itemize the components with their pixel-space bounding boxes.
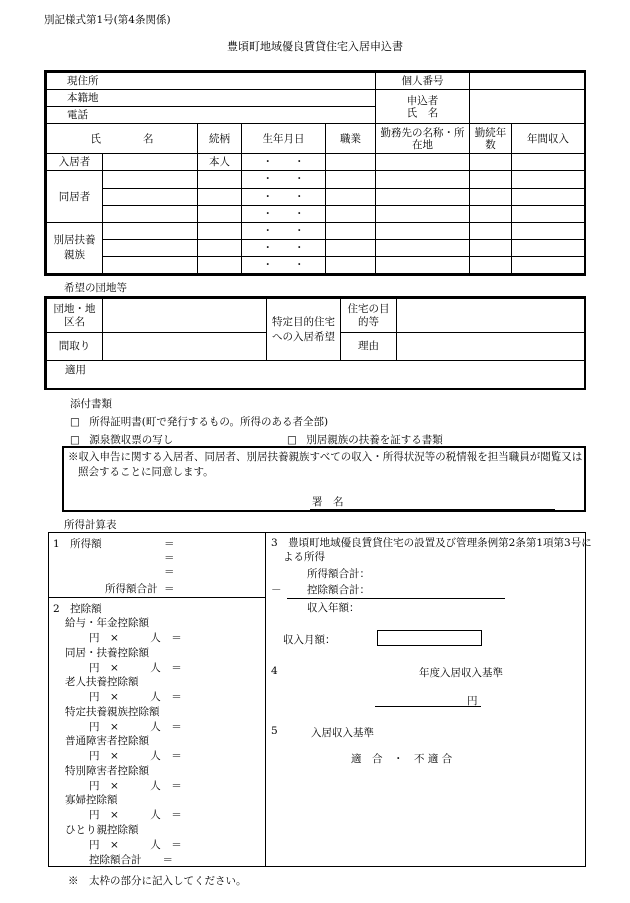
deduction-item: [65, 792, 182, 822]
deduction-formula[interactable]: 円 × 人 ＝: [89, 809, 182, 821]
s3-deduction-total: 控除額合計：: [307, 584, 370, 596]
deduction-label: 寡婦控除額: [65, 794, 118, 806]
calc-heading: 所得計算表: [64, 519, 117, 531]
deduction-formula[interactable]: 円 × 人 ＝: [89, 691, 182, 703]
applicant-name-label: 申込者 氏 名: [376, 90, 470, 124]
table-row: 同居者 ・ ・: [47, 171, 585, 188]
checkbox-icon[interactable]: □: [70, 434, 80, 446]
deduction-label: 給与・年金控除額: [65, 617, 149, 629]
complex-name-field[interactable]: [103, 299, 267, 333]
footer-note: ※ 太枠の部分に記入してください。: [68, 875, 247, 887]
s5-label: 入居収入基準: [311, 727, 374, 739]
separate-dependents-label: 別居扶養親族: [47, 222, 103, 273]
personal-number-field[interactable]: [470, 73, 585, 90]
deduction-item: [65, 615, 182, 645]
header-years: 勤続年数: [470, 124, 512, 154]
header-name: 氏 名: [47, 124, 198, 154]
special-purpose-label: 特定目的住宅への入居希望: [267, 299, 341, 361]
signature-label: 署 名: [312, 496, 344, 508]
table-row: ・ ・: [47, 256, 585, 273]
layout-field[interactable]: [103, 333, 267, 361]
complex-name-label: 団地・地区名: [47, 299, 103, 333]
checkbox-icon[interactable]: □: [70, 416, 80, 428]
header-occupation: 職業: [326, 124, 376, 154]
deduction-item: [65, 733, 182, 763]
table-row: ・ ・: [47, 188, 585, 205]
deduction-item: [65, 645, 182, 675]
deduction-formula[interactable]: 円 × 人 ＝: [89, 661, 182, 674]
deduction-formula[interactable]: 円 × 人 ＝: [89, 750, 182, 762]
deduction-label: ひとり親控除額: [65, 823, 139, 836]
deduction-label: 特定扶養親族控除額: [65, 705, 160, 718]
s2-title: 2 控除額: [53, 603, 102, 615]
self-label: 本人: [198, 154, 242, 171]
s5-number: 5: [271, 725, 278, 737]
table-row: 別居扶養親族 ・ ・: [47, 222, 585, 239]
s3-title: 3 豊頃町地域優良賃貸住宅の設置及び管理条例第2条第1項第3号による所得: [271, 537, 592, 564]
layout-label: 間取り: [47, 333, 103, 361]
deduction-formula[interactable]: 円 × 人 ＝: [89, 779, 182, 792]
signature-line[interactable]: [310, 509, 555, 510]
preferred-heading: 希望の団地等: [64, 282, 127, 294]
purpose-label: 住宅の目的等: [341, 299, 397, 333]
deduction-total: 控除額合計 ＝: [89, 854, 173, 866]
household-table: [44, 70, 586, 276]
s4-number: 4: [271, 665, 278, 677]
monthly-income-label: 収入月額：: [283, 634, 336, 646]
deduction-item: [65, 763, 182, 793]
preferred-table: [44, 296, 586, 390]
monthly-income-field[interactable]: [377, 630, 482, 646]
minus-sign: －: [271, 584, 282, 596]
table-row: ・ ・: [47, 239, 585, 256]
deduction-item: [65, 822, 182, 852]
header-birthdate: 生年月日: [242, 124, 326, 154]
income-total-label: 所得額合計: [105, 583, 158, 595]
page-title: 豊頃町地域優良賃貸住宅入居申込書: [227, 40, 403, 53]
header-workplace: 勤務先の名称・所在地: [376, 124, 470, 154]
registered-domicile-label: 本籍地: [67, 92, 99, 105]
deduction-label: 同居・扶養控除額: [65, 646, 149, 659]
cohabitant-label: 同居者: [47, 171, 103, 222]
registered-domicile-cell[interactable]: [47, 90, 376, 107]
table-row: ・ ・: [47, 205, 585, 222]
header-income: 年間収入: [512, 124, 585, 154]
applicant-name-field[interactable]: [470, 90, 585, 124]
deduction-label: 特別障害者控除額: [65, 764, 149, 777]
s4-label: 年度入居収入基準: [419, 667, 503, 679]
reason-field[interactable]: [397, 333, 585, 361]
attachments-heading: 添付書類: [70, 398, 112, 410]
resident-label: 入居者: [47, 154, 103, 171]
deduction-label: 老人扶養控除額: [65, 676, 139, 688]
attachment-item-1: □ 所得証明書(町で発行するもの。所得のある者全部): [70, 416, 329, 428]
deduction-formula[interactable]: 円 × 人 ＝: [89, 720, 182, 733]
consent-box: [62, 446, 586, 512]
calc-table: 1 所得額 ＝ ＝ ＝ 所得額合計 ＝ 2 控除額 給与・年金控除額 円 × 人 ＝ 同居・扶養控除額 円 × 人 ＝ 老人扶養控除額 円 × 人 ＝ 特定扶養親族控除額 円 × 人 ＝ 普通障害者控除額 円 × 人 ＝ 特別障害者控除額 円 × 人 ＝ 寡婦控除額 円 × 人 ＝ ひとり親控除額 円 × 人 ＝ 控除額合計 ＝ 3 豊頃町地域優良賃貸住宅の設置及び管理条例第2条第1項第3号による所得 所得額合計： － 控除額合計： 収入年額： 収入月額： 4 年度入居収入基準 円 5 入居収入基準 適 合 ・ 不 適 合: [48, 532, 586, 867]
deduction-item: [65, 704, 182, 734]
purpose-field[interactable]: [397, 299, 585, 333]
phone-label: 電話: [67, 109, 88, 122]
deduction-item: [65, 674, 182, 704]
consent-text: ※収入申告に関する入居者、同居者、別居扶養親族すべての収入・所得状況等の税情報を担当職員が閲覧又は照会することに同意します。: [68, 451, 583, 478]
header-relation: 続柄: [198, 124, 242, 154]
personal-number-label: 個人番号: [376, 73, 470, 90]
phone-cell[interactable]: [47, 107, 376, 124]
notes-cell[interactable]: [47, 361, 585, 389]
reason-label: 理由: [341, 333, 397, 361]
notes-label: 適用: [65, 364, 86, 376]
s1-title: 1 所得額: [53, 538, 102, 550]
current-address-label: 現住所: [67, 75, 99, 87]
deduction-formula[interactable]: 円 × 人 ＝: [89, 838, 182, 851]
current-address-cell[interactable]: [47, 73, 376, 90]
s3-income-total: 所得額合計：: [307, 568, 370, 580]
table-row: 入居者 本人 ・ ・: [47, 154, 585, 171]
deduction-label: 普通障害者控除額: [65, 735, 149, 747]
attachment-item-3: □ 別居親族の扶養を証する書類: [287, 434, 443, 446]
checkbox-icon[interactable]: □: [287, 434, 297, 446]
yen-unit: 円: [467, 695, 478, 707]
attachment-item-2: □ 源泉徴収票の写し: [70, 434, 174, 446]
form-number: 別記様式第1号(第4条関係): [44, 14, 171, 26]
verdict-options[interactable]: 適 合 ・ 不 適 合: [351, 753, 453, 765]
income-standard-line[interactable]: [375, 706, 481, 707]
deduction-formula[interactable]: 円 × 人 ＝: [89, 632, 182, 644]
annual-income: 収入年額：: [307, 602, 360, 614]
